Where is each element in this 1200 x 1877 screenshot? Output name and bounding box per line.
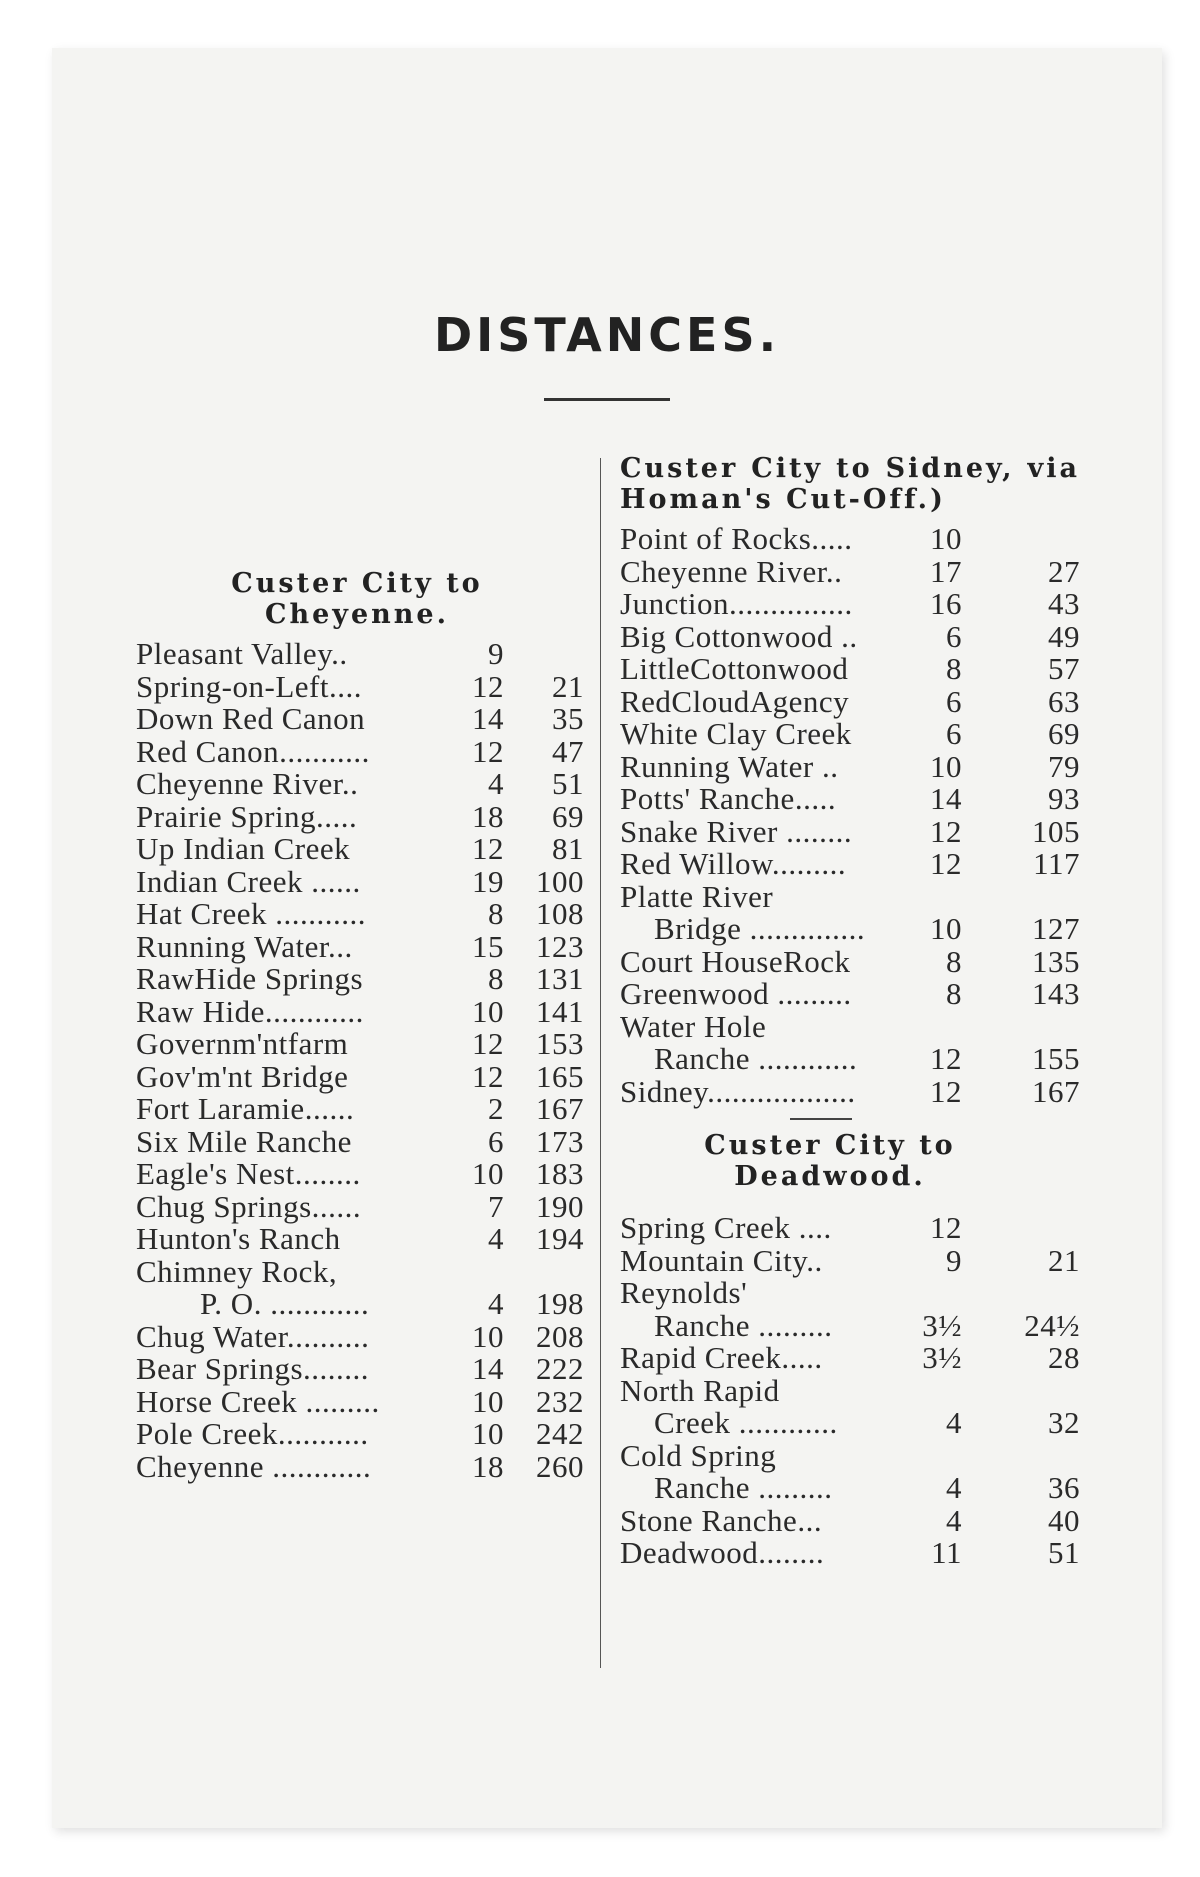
place-name	[136, 1418, 369, 1451]
place-name	[620, 878, 866, 946]
column-divider	[600, 458, 601, 1668]
place-label: Mountain City..	[620, 1242, 823, 1278]
table-row	[620, 1277, 1080, 1342]
place-label: Stone Ranche...	[620, 1502, 823, 1538]
cumulative-distance: 155	[1032, 1041, 1080, 1076]
segment-distance: 6	[488, 1123, 504, 1159]
title-rule	[544, 398, 670, 401]
table-row	[620, 523, 1080, 556]
table-row	[620, 943, 1080, 979]
deadwood-route-heading: Custer City to Deadwood.	[704, 1130, 956, 1192]
distances-card	[52, 48, 1162, 1828]
place-label: Cheyenne ............	[136, 1448, 372, 1484]
cumulative-distance: 35	[552, 701, 584, 736]
segment-distance: 3½	[922, 1340, 962, 1375]
place-name	[620, 523, 853, 556]
cheyenne-route-column	[136, 568, 584, 1483]
place-label: Six Mile Ranche	[136, 1123, 352, 1159]
place-label: Platte River	[620, 878, 774, 914]
table-row	[136, 668, 584, 704]
place-label: Indian Creek ......	[136, 863, 361, 899]
place-name	[620, 653, 848, 686]
segment-distance: 8	[488, 896, 504, 931]
place-name	[136, 798, 358, 834]
place-label: Greenwood .........	[620, 976, 852, 1011]
place-label: Rapid Creek.....	[620, 1340, 823, 1375]
segment-distance: 12	[930, 1210, 962, 1245]
cumulative-distance: 93	[1048, 781, 1080, 816]
table-row	[136, 1383, 584, 1419]
table-row	[136, 993, 584, 1029]
table-row	[620, 813, 1080, 849]
cumulative-distance: 190	[536, 1188, 584, 1224]
segment-distance: 18	[472, 1448, 504, 1484]
cumulative-distance: 165	[536, 1058, 584, 1094]
table-row	[620, 1502, 1080, 1538]
segment-distance: 6	[946, 716, 962, 751]
cumulative-distance: 21	[1048, 1242, 1080, 1278]
place-label: Pleasant Valley..	[136, 636, 348, 671]
cumulative-distance: 51	[1048, 1535, 1080, 1570]
segment-distance: 9	[488, 636, 504, 671]
segment-distance: 10	[472, 1383, 504, 1419]
table-row	[620, 1372, 1080, 1440]
segment-distance: 12	[472, 733, 504, 769]
place-name	[620, 1212, 832, 1245]
place-name	[620, 683, 850, 719]
cheyenne-route-heading: Custer City to Cheyenne.	[231, 568, 483, 630]
segment-distance: 10	[930, 911, 962, 946]
table-row	[620, 553, 1080, 589]
table-row	[136, 898, 584, 931]
place-label: Chug Springs......	[136, 1188, 362, 1224]
place-name	[136, 638, 348, 671]
segment-distance: 10	[472, 1318, 504, 1354]
place-label: Big Cottonwood ..	[620, 618, 858, 654]
table-row	[620, 618, 1080, 654]
table-row	[136, 1028, 584, 1061]
cumulative-distance: 167	[1032, 1073, 1080, 1109]
place-label: Up Indian Creek	[136, 831, 351, 866]
cumulative-distance: 108	[536, 896, 584, 931]
place-label: Horse Creek .........	[136, 1383, 380, 1419]
place-label: Chug Water..........	[136, 1318, 370, 1354]
cumulative-distance: 131	[536, 961, 584, 996]
place-label: Down Red Canon	[136, 701, 366, 736]
table-row	[620, 748, 1080, 784]
table-row	[620, 1073, 1080, 1109]
segment-distance: 4	[946, 1470, 962, 1505]
table-row	[136, 1058, 584, 1094]
segment-distance: 16	[930, 586, 962, 621]
table-row	[620, 1537, 1080, 1570]
place-name	[620, 978, 852, 1011]
place-name	[136, 1158, 361, 1191]
place-label-continued: Ranche .........	[654, 1307, 833, 1343]
cumulative-distance: 49	[1048, 618, 1080, 654]
table-row	[136, 798, 584, 834]
cumulative-distance: 24½	[1024, 1307, 1080, 1343]
place-label: Sidney..................	[620, 1073, 856, 1109]
segment-distance: 12	[930, 813, 962, 849]
place-label: Spring Creek ....	[620, 1210, 832, 1245]
cumulative-distance: 123	[536, 928, 584, 964]
right-column	[620, 453, 1080, 1570]
place-name	[136, 993, 364, 1029]
place-label: Red Canon...........	[136, 733, 370, 769]
place-label: Prairie Spring.....	[136, 798, 358, 834]
place-label: North Rapid	[620, 1372, 780, 1408]
table-row	[136, 768, 584, 801]
table-row	[620, 848, 1080, 881]
segment-distance: 10	[930, 521, 962, 556]
table-row	[620, 783, 1080, 816]
place-label: Running Water...	[136, 928, 353, 964]
place-name	[136, 963, 363, 996]
segment-distance: 14	[930, 781, 962, 816]
table-row	[136, 928, 584, 964]
deadwood-route-table	[620, 1212, 1080, 1570]
cumulative-distance: 194	[536, 1221, 584, 1256]
table-row	[620, 683, 1080, 719]
place-label: Running Water ..	[620, 748, 839, 784]
place-name	[620, 813, 853, 849]
place-name	[620, 783, 836, 816]
segment-distance: 12	[472, 831, 504, 866]
table-row	[620, 878, 1080, 946]
place-label: White Clay Creek	[620, 716, 852, 751]
place-name	[136, 1318, 370, 1354]
place-label: Pole Creek...........	[136, 1416, 369, 1451]
place-label: Junction...............	[620, 586, 853, 621]
place-name	[620, 943, 851, 979]
table-row	[136, 1318, 584, 1354]
table-row	[136, 733, 584, 769]
cumulative-distance: 143	[1032, 976, 1080, 1011]
segment-distance: 12	[930, 1041, 962, 1076]
cumulative-distance: 79	[1048, 748, 1080, 784]
place-name	[620, 1342, 823, 1375]
table-row	[136, 1123, 584, 1159]
table-row	[620, 718, 1080, 751]
place-name	[620, 1073, 856, 1109]
cumulative-distance: 242	[536, 1416, 584, 1451]
cumulative-distance: 135	[1032, 943, 1080, 979]
cumulative-distance: 183	[536, 1156, 584, 1191]
cumulative-distance: 27	[1048, 553, 1080, 589]
place-label: Gov'm'nt Bridge	[136, 1058, 349, 1094]
segment-distance: 12	[930, 846, 962, 881]
segment-distance: 11	[931, 1535, 962, 1570]
place-name	[136, 928, 353, 964]
cumulative-distance: 28	[1048, 1340, 1080, 1375]
place-name	[136, 668, 362, 704]
place-name	[620, 1537, 824, 1570]
place-name	[620, 1008, 858, 1076]
table-row	[620, 653, 1080, 686]
segment-distance: 18	[472, 798, 504, 834]
place-name	[620, 1372, 838, 1440]
place-name	[136, 1448, 372, 1484]
table-row	[136, 1223, 584, 1256]
place-label: Water Hole	[620, 1008, 767, 1044]
place-label: Cheyenne River..	[136, 766, 359, 801]
place-name	[620, 1437, 833, 1505]
segment-distance: 12	[472, 1026, 504, 1061]
sidney-route-heading: Custer City to Sidney, via Homan's Cut-Off.)	[620, 453, 1080, 515]
segment-distance: 14	[472, 1351, 504, 1386]
place-name	[136, 1123, 352, 1159]
segment-distance: 3½	[922, 1307, 962, 1343]
table-row	[136, 1353, 584, 1386]
place-label: Cold Spring	[620, 1437, 777, 1473]
cumulative-distance: 153	[536, 1026, 584, 1061]
segment-distance: 8	[488, 961, 504, 996]
segment-distance: 8	[946, 976, 962, 1011]
table-row	[620, 978, 1080, 1011]
place-label-continued: Ranche ............	[654, 1041, 858, 1076]
place-label: Governm'ntfarm	[136, 1026, 349, 1061]
cumulative-distance: 117	[1033, 846, 1080, 881]
segment-distance: 9	[946, 1242, 962, 1278]
place-name	[136, 768, 358, 801]
segment-distance: 8	[946, 943, 962, 979]
place-name	[136, 1093, 354, 1126]
place-label-continued: Ranche .........	[654, 1470, 833, 1505]
table-row	[136, 703, 584, 736]
cumulative-distance: 21	[552, 668, 584, 704]
cumulative-distance: 40	[1048, 1502, 1080, 1538]
segment-distance: 7	[488, 1188, 504, 1224]
cumulative-distance: 100	[536, 863, 584, 899]
place-label: Raw Hide............	[136, 993, 364, 1029]
place-label: Eagle's Nest........	[136, 1156, 361, 1191]
segment-distance: 10	[930, 748, 962, 784]
place-label: Reynolds'	[620, 1275, 748, 1310]
place-name	[136, 1028, 348, 1061]
place-label-continued: Creek ............	[654, 1405, 838, 1440]
segment-distance: 19	[472, 863, 504, 899]
table-row	[620, 1437, 1080, 1505]
place-name	[136, 1223, 341, 1256]
place-name	[620, 588, 853, 621]
segment-distance: 4	[946, 1405, 962, 1440]
place-name	[136, 898, 366, 931]
place-name	[136, 703, 365, 736]
place-label: Snake River ........	[620, 813, 853, 849]
table-row	[620, 1008, 1080, 1076]
section-rule	[790, 1118, 852, 1120]
place-name	[620, 718, 852, 751]
place-name	[136, 833, 350, 866]
place-label: Cheyenne River..	[620, 553, 843, 589]
cumulative-distance: 36	[1048, 1470, 1080, 1505]
table-row	[620, 1212, 1080, 1245]
segment-distance: 4	[488, 766, 504, 801]
cumulative-distance: 198	[536, 1286, 584, 1321]
table-row	[136, 963, 584, 996]
place-name	[136, 863, 361, 899]
place-name	[136, 1253, 370, 1321]
place-label: Point of Rocks.....	[620, 521, 853, 556]
table-row	[136, 1418, 584, 1451]
segment-distance: 6	[946, 683, 962, 719]
cumulative-distance: 47	[552, 733, 584, 769]
segment-distance: 17	[930, 553, 962, 589]
table-row	[136, 1188, 584, 1224]
segment-distance: 4	[488, 1221, 504, 1256]
place-name	[620, 748, 839, 784]
table-row	[620, 1342, 1080, 1375]
table-row	[136, 638, 584, 671]
segment-distance: 2	[488, 1091, 504, 1126]
segment-distance: 12	[930, 1073, 962, 1109]
cumulative-distance: 222	[536, 1351, 584, 1386]
segment-distance: 4	[488, 1286, 504, 1321]
cumulative-distance: 141	[536, 993, 584, 1029]
place-name	[620, 848, 846, 881]
cumulative-distance: 232	[536, 1383, 584, 1419]
place-label: Bear Springs........	[136, 1351, 370, 1386]
segment-distance: 14	[472, 701, 504, 736]
place-label: Deadwood........	[620, 1535, 825, 1570]
place-label: RawHide Springs	[136, 961, 364, 996]
cumulative-distance: 81	[552, 831, 584, 866]
place-label-continued: P. O. ............	[200, 1286, 370, 1321]
place-name	[136, 1188, 362, 1224]
cumulative-distance: 127	[1032, 911, 1080, 946]
table-row	[136, 1253, 584, 1321]
table-row	[620, 1242, 1080, 1278]
segment-distance: 15	[472, 928, 504, 964]
place-name	[136, 1383, 380, 1419]
cumulative-distance: 105	[1032, 813, 1080, 849]
sidney-route-table	[620, 523, 1080, 1108]
place-label: Hat Creek ...........	[136, 896, 367, 931]
cumulative-distance: 69	[552, 798, 584, 834]
place-name	[620, 1242, 823, 1278]
place-name	[620, 618, 858, 654]
cumulative-distance: 69	[1048, 716, 1080, 751]
place-name	[136, 1353, 369, 1386]
place-label: Chimney Rock,	[136, 1253, 338, 1289]
cumulative-distance: 51	[552, 766, 584, 801]
cheyenne-route-table	[136, 638, 584, 1483]
place-name	[620, 1502, 823, 1538]
cumulative-distance: 57	[1048, 651, 1080, 686]
place-label-continued: Bridge ..............	[654, 911, 866, 946]
place-label: Red Willow.........	[620, 846, 847, 881]
segment-distance: 10	[472, 993, 504, 1029]
cumulative-distance: 63	[1048, 683, 1080, 719]
cumulative-distance: 208	[536, 1318, 584, 1354]
segment-distance: 12	[472, 668, 504, 704]
segment-distance: 12	[472, 1058, 504, 1094]
place-label: Spring-on-Left....	[136, 668, 362, 704]
place-label: RedCloudAgency	[620, 683, 850, 719]
table-row	[136, 1093, 584, 1126]
place-name	[620, 1277, 832, 1342]
table-row	[136, 1158, 584, 1191]
page-title: DISTANCES.	[433, 308, 781, 362]
place-name	[620, 553, 843, 589]
cumulative-distance: 173	[536, 1123, 584, 1159]
cumulative-distance: 167	[536, 1091, 584, 1126]
segment-distance: 6	[946, 618, 962, 654]
cumulative-distance: 260	[536, 1448, 584, 1484]
place-label: LittleCottonwood	[620, 651, 849, 686]
table-row	[136, 1448, 584, 1484]
segment-distance: 8	[946, 651, 962, 686]
segment-distance: 10	[472, 1416, 504, 1451]
table-row	[620, 588, 1080, 621]
place-name	[136, 733, 370, 769]
place-label: Hunton's Ranch	[136, 1221, 341, 1256]
table-row	[136, 863, 584, 899]
place-name	[136, 1058, 349, 1094]
cumulative-distance: 32	[1048, 1405, 1080, 1440]
segment-distance: 10	[472, 1156, 504, 1191]
cumulative-distance: 43	[1048, 586, 1080, 621]
segment-distance: 4	[946, 1502, 962, 1538]
table-row	[136, 833, 584, 866]
place-label: Potts' Ranche.....	[620, 781, 837, 816]
place-label: Court HouseRock	[620, 943, 851, 979]
place-label: Fort Laramie......	[136, 1091, 355, 1126]
